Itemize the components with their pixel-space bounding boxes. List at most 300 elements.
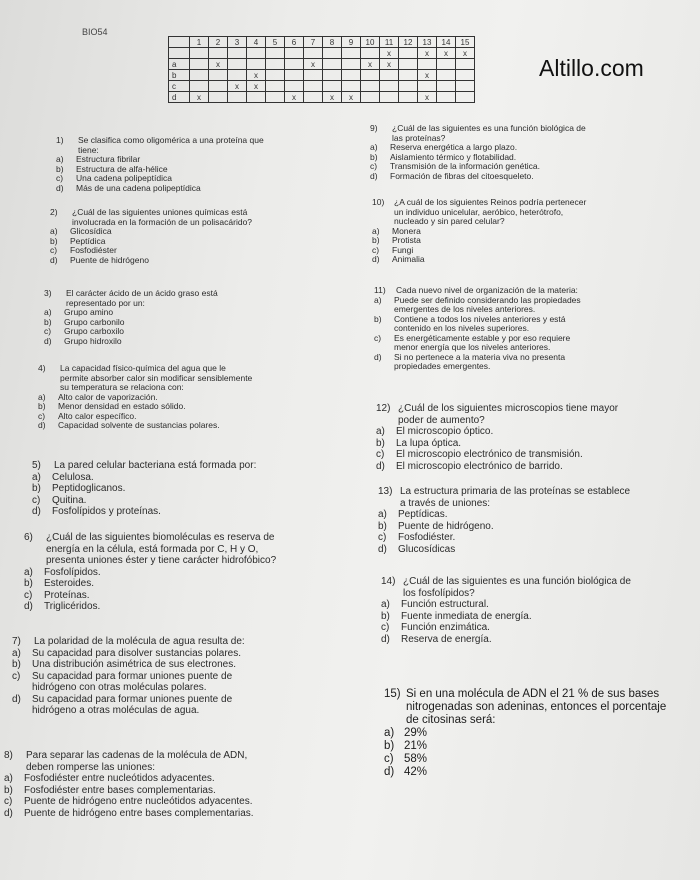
option-text: Capacidad solvente de sustancias polares. bbox=[58, 420, 220, 430]
grid-mark-cell bbox=[323, 70, 342, 81]
grid-mark-cell bbox=[228, 92, 247, 103]
grid-mark-cell bbox=[342, 81, 361, 92]
grid-mark-cell bbox=[418, 59, 437, 70]
question-stem: permite absorber calor sin modificar sensiblemente bbox=[60, 372, 253, 383]
option-letter: a) bbox=[384, 727, 395, 739]
option-text: hidrógeno con otras moléculas polares. bbox=[32, 682, 207, 693]
option-letter: b) bbox=[384, 740, 395, 752]
grid-column-header: 12 bbox=[399, 37, 418, 48]
grid-row-a bbox=[169, 59, 475, 70]
option-text: emergentes de los niveles anteriores. bbox=[394, 304, 536, 314]
question-stem: nitrogenadas son adeninas, entonces el porcentaje bbox=[406, 701, 667, 713]
grid-mark-cell bbox=[361, 48, 380, 59]
answer-option bbox=[378, 509, 630, 521]
question-stem: La polaridad de la molécula de agua resulta de: bbox=[34, 636, 245, 647]
option-text: Celulosa. bbox=[52, 471, 94, 483]
question-stem: tiene: bbox=[78, 144, 99, 155]
grid-row-label: d bbox=[169, 92, 190, 103]
question-stem: ¿Cuál de los siguientes microscopios tiene mayor bbox=[398, 403, 619, 414]
grid-mark-cell bbox=[437, 70, 456, 81]
answer-option bbox=[32, 483, 256, 495]
option-text: Peptídicas. bbox=[398, 509, 448, 520]
option-letter: a) bbox=[372, 225, 380, 236]
grid-column-header: 6 bbox=[285, 37, 304, 48]
answer-option bbox=[381, 634, 631, 646]
grid-mark-cell bbox=[323, 81, 342, 92]
option-text: Es energéticamente estable y por eso requiere bbox=[394, 332, 571, 343]
option-letter: a) bbox=[378, 509, 387, 520]
option-letter: a) bbox=[370, 142, 378, 152]
answer-option bbox=[4, 785, 254, 797]
grid-column-header: 14 bbox=[437, 37, 456, 48]
option-text: Quitina. bbox=[52, 494, 87, 506]
option-letter: d) bbox=[12, 693, 21, 705]
grid-mark-cell bbox=[418, 81, 437, 92]
option-text: Estructura fibrilar bbox=[76, 154, 141, 164]
option-letter: c) bbox=[44, 326, 52, 336]
answer-option bbox=[38, 421, 252, 431]
option-text: Su capacidad para disolver sustancias polares. bbox=[32, 647, 242, 659]
grid-mark-cell: x bbox=[418, 70, 437, 81]
option-text: Más de una cadena polipeptídica bbox=[76, 182, 201, 193]
question-stem: nucleado y sin pared celular? bbox=[394, 216, 505, 226]
question-stem: Cada nuevo nivel de organización de la materia: bbox=[396, 285, 578, 295]
grid-mark-cell bbox=[304, 81, 323, 92]
grid-header-row bbox=[169, 37, 475, 48]
question-number: 14) bbox=[381, 576, 396, 587]
option-letter: b) bbox=[56, 163, 64, 174]
question-7 bbox=[12, 636, 245, 717]
question-stem: energía en la célula, está formada por C, H y O, bbox=[46, 543, 259, 555]
option-text: Contiene a todos los niveles anteriores y está bbox=[394, 313, 566, 324]
grid-row-label: c bbox=[169, 81, 190, 92]
answer-option bbox=[384, 753, 666, 766]
option-text: menor energía que los niveles anteriores. bbox=[394, 342, 551, 352]
option-text: Alto calor de vaporización. bbox=[58, 391, 158, 402]
exam-code: BIO54 bbox=[82, 27, 108, 37]
grid-mark-cell bbox=[285, 59, 304, 70]
answer-option bbox=[12, 694, 245, 706]
option-text: El microscopio óptico. bbox=[396, 426, 494, 437]
grid-mark-cell bbox=[209, 92, 228, 103]
option-text: Peptidoglicanos. bbox=[52, 483, 126, 494]
option-letter: d) bbox=[50, 254, 58, 265]
answer-option bbox=[32, 472, 256, 484]
option-letter: a) bbox=[56, 154, 64, 164]
question-1 bbox=[56, 136, 264, 193]
grid-mark-cell: x bbox=[361, 59, 380, 70]
option-letter: b) bbox=[378, 520, 387, 532]
option-letter: a) bbox=[374, 294, 382, 305]
question-stem: de citosinas será: bbox=[406, 714, 496, 726]
site-watermark: Altillo.com bbox=[539, 55, 644, 81]
option-letter: a) bbox=[32, 471, 41, 483]
grid-mark-cell bbox=[266, 70, 285, 81]
grid-row-d bbox=[169, 92, 475, 103]
answer-option bbox=[24, 590, 276, 602]
option-letter: a) bbox=[38, 391, 46, 402]
grid-column-header: 8 bbox=[323, 37, 342, 48]
question-number: 7) bbox=[12, 636, 21, 647]
grid-mark-cell bbox=[342, 59, 361, 70]
grid-mark-cell bbox=[228, 59, 247, 70]
question-number: 9) bbox=[370, 123, 378, 133]
answer-option bbox=[370, 172, 586, 182]
answer-option bbox=[32, 495, 256, 507]
answer-option bbox=[381, 622, 631, 634]
option-text: Su capacidad para formar uniones puente de bbox=[32, 670, 233, 682]
question-number: 6) bbox=[24, 532, 33, 543]
question-stem: La estructura primaria de las proteínas se establece bbox=[400, 486, 631, 497]
grid-mark-cell: x bbox=[418, 48, 437, 59]
question-number: 2) bbox=[50, 207, 58, 217]
option-letter: b) bbox=[50, 235, 58, 246]
grid-mark-cell bbox=[266, 92, 285, 103]
grid-corner-cell bbox=[169, 37, 190, 48]
question-14 bbox=[381, 576, 631, 645]
answer-option bbox=[4, 808, 254, 820]
question-stem: deben romperse las uniones: bbox=[26, 761, 155, 773]
question-2 bbox=[50, 208, 252, 265]
question-stem: ¿Cuál de las siguientes biomoléculas es reserva de bbox=[46, 532, 275, 543]
question-stem: ¿A cuál de los siguientes Reinos podría pertenecer bbox=[394, 197, 587, 207]
answer-option bbox=[4, 796, 254, 808]
grid-corner-cell bbox=[169, 48, 190, 59]
question-stem: su temperatura se relaciona con: bbox=[60, 382, 184, 392]
grid-mark-cell bbox=[304, 48, 323, 59]
option-letter: d) bbox=[384, 766, 395, 778]
option-letter: b) bbox=[32, 483, 41, 494]
option-text: Reserva de energía. bbox=[401, 633, 492, 645]
option-letter: c) bbox=[376, 449, 385, 460]
answer-option bbox=[12, 648, 245, 660]
answer-option bbox=[376, 461, 618, 473]
grid-mark-cell: x bbox=[247, 81, 266, 92]
question-number: 10) bbox=[372, 197, 385, 207]
question-number: 4) bbox=[38, 363, 46, 373]
option-letter: c) bbox=[370, 161, 378, 171]
grid-mark-cell bbox=[456, 92, 475, 103]
answer-option bbox=[12, 682, 245, 694]
option-text: Puente de hidrógeno entre bases complementarias. bbox=[24, 807, 254, 819]
option-text: Protista bbox=[392, 235, 421, 245]
grid-mark-cell: x bbox=[380, 59, 399, 70]
question-stem: ¿Cuál de las siguientes es una función biológica de bbox=[403, 576, 631, 587]
option-text: Animalia bbox=[392, 254, 425, 264]
option-text: Transmisión de la información genética. bbox=[390, 161, 540, 171]
question-number: 13) bbox=[378, 486, 393, 497]
option-letter: c) bbox=[56, 173, 64, 183]
grid-mark-cell bbox=[285, 48, 304, 59]
option-letter: b) bbox=[372, 235, 380, 245]
grid-mark-cell: x bbox=[342, 92, 361, 103]
option-text: Menor densidad en estado sólido. bbox=[58, 401, 186, 411]
grid-mark-cell bbox=[304, 70, 323, 81]
answer-option bbox=[384, 727, 666, 740]
option-letter: d) bbox=[4, 807, 13, 819]
grid-mark-cell: x bbox=[437, 48, 456, 59]
option-text: 58% bbox=[404, 753, 428, 765]
grid-row-c bbox=[169, 81, 475, 92]
option-letter: a) bbox=[376, 426, 385, 437]
question-number: 1) bbox=[56, 135, 64, 145]
grid-mark-cell bbox=[399, 48, 418, 59]
grid-mark-cell: x bbox=[285, 92, 304, 103]
grid-mark-cell: x bbox=[418, 92, 437, 103]
option-letter: d) bbox=[370, 170, 378, 181]
option-text: La lupa óptica. bbox=[396, 437, 462, 449]
option-letter: d) bbox=[381, 633, 390, 645]
answer-option bbox=[12, 659, 245, 671]
grid-mark-cell bbox=[190, 70, 209, 81]
answer-option bbox=[24, 567, 276, 579]
option-text: Aislamiento térmico y flotabilidad. bbox=[390, 151, 517, 162]
option-text: Puede ser definido considerando las propiedades bbox=[394, 294, 581, 305]
option-letter: c) bbox=[384, 753, 394, 765]
grid-mark-cell bbox=[361, 92, 380, 103]
question-stem: los fosfolípidos? bbox=[403, 587, 475, 599]
answer-grid bbox=[168, 36, 475, 103]
answer-option bbox=[381, 611, 631, 623]
answer-option bbox=[24, 578, 276, 590]
grid-mark-cell bbox=[399, 92, 418, 103]
option-text: Proteínas. bbox=[44, 589, 90, 601]
option-letter: a) bbox=[24, 566, 33, 578]
option-text: contenido en los niveles superiores. bbox=[394, 323, 530, 333]
option-letter: d) bbox=[374, 351, 382, 362]
grid-mark-cell bbox=[228, 70, 247, 81]
grid-row-label: b bbox=[169, 70, 190, 81]
option-text: Fosfolípidos. bbox=[44, 566, 101, 578]
question-stem: a través de uniones: bbox=[400, 497, 491, 509]
grid-mark-cell bbox=[456, 59, 475, 70]
answer-option bbox=[12, 671, 245, 683]
grid-column-header: 1 bbox=[190, 37, 209, 48]
grid-mark-cell bbox=[190, 59, 209, 70]
option-text: Glicosídica bbox=[70, 226, 112, 236]
grid-mark-cell bbox=[342, 48, 361, 59]
question-stem: La capacidad físico-química del agua que le bbox=[60, 363, 226, 373]
option-letter: b) bbox=[44, 316, 52, 327]
option-text: Puente de hidrógeno. bbox=[398, 520, 494, 532]
option-letter: d) bbox=[378, 543, 387, 555]
answer-option bbox=[384, 766, 666, 779]
option-letter: a) bbox=[381, 599, 390, 610]
grid-mark-cell bbox=[380, 92, 399, 103]
grid-mark-cell: x bbox=[228, 81, 247, 92]
grid-column-header: 4 bbox=[247, 37, 266, 48]
grid-column-header: 7 bbox=[304, 37, 323, 48]
option-letter: a) bbox=[12, 647, 21, 659]
grid-mark-cell bbox=[285, 70, 304, 81]
option-text: Fosfodiéster bbox=[70, 245, 117, 255]
option-letter: b) bbox=[381, 610, 390, 622]
answer-option bbox=[24, 601, 276, 613]
option-text: Triglicéridos. bbox=[44, 601, 101, 612]
answer-option bbox=[32, 506, 256, 518]
grid-column-header: 11 bbox=[380, 37, 399, 48]
grid-mark-cell bbox=[361, 70, 380, 81]
question-8 bbox=[4, 750, 254, 819]
option-text: Fosfodiéster. bbox=[398, 532, 456, 543]
option-letter: c) bbox=[372, 244, 380, 255]
answer-option bbox=[378, 532, 630, 544]
question-12 bbox=[376, 403, 618, 472]
option-text: Una distribución asimétrica de sus electrones. bbox=[32, 659, 236, 670]
grid-mark-cell bbox=[266, 59, 285, 70]
option-text: Grupo hidroxilo bbox=[64, 335, 122, 346]
grid-mark-cell bbox=[304, 92, 323, 103]
option-text: Fuente inmediata de energía. bbox=[401, 610, 532, 622]
answer-option bbox=[372, 255, 586, 265]
grid-top-mark-row bbox=[169, 48, 475, 59]
grid-mark-cell bbox=[247, 59, 266, 70]
grid-mark-cell bbox=[228, 48, 247, 59]
question-number: 15) bbox=[384, 688, 401, 700]
grid-column-header: 3 bbox=[228, 37, 247, 48]
option-letter: b) bbox=[4, 784, 13, 796]
option-text: Su capacidad para formar uniones puente de bbox=[32, 693, 233, 705]
grid-column-header: 2 bbox=[209, 37, 228, 48]
option-letter: b) bbox=[38, 401, 46, 411]
option-letter: b) bbox=[12, 659, 21, 670]
answer-option bbox=[378, 521, 630, 533]
question-stem: ¿Cuál de las siguientes uniones químicas está bbox=[72, 207, 248, 217]
answer-option bbox=[44, 337, 218, 347]
grid-mark-cell: x bbox=[323, 92, 342, 103]
option-text: Esteroides. bbox=[44, 578, 95, 589]
question-stem: representado por un: bbox=[66, 297, 145, 308]
option-text: El microscopio electrónico de barrido. bbox=[396, 460, 563, 472]
question-13 bbox=[378, 486, 630, 555]
option-letter: d) bbox=[44, 335, 52, 346]
grid-mark-cell bbox=[399, 70, 418, 81]
option-letter: d) bbox=[376, 460, 385, 472]
question-3 bbox=[44, 289, 218, 346]
grid-column-header: 15 bbox=[456, 37, 475, 48]
grid-mark-cell bbox=[399, 81, 418, 92]
grid-mark-cell bbox=[209, 70, 228, 81]
question-10 bbox=[372, 198, 586, 265]
question-number: 5) bbox=[32, 460, 41, 471]
option-text: El microscopio electrónico de transmisión. bbox=[396, 449, 583, 460]
option-text: Monera bbox=[392, 225, 421, 236]
option-letter: c) bbox=[381, 622, 390, 633]
option-text: Glucosídicas bbox=[398, 543, 456, 555]
option-letter: a) bbox=[44, 307, 52, 317]
option-text: Grupo carbonilo bbox=[64, 316, 125, 327]
grid-mark-cell bbox=[437, 81, 456, 92]
grid-mark-cell bbox=[247, 92, 266, 103]
answer-option bbox=[12, 705, 245, 717]
grid-mark-cell bbox=[437, 59, 456, 70]
answer-option bbox=[50, 256, 252, 266]
grid-mark-cell bbox=[456, 70, 475, 81]
option-letter: b) bbox=[24, 578, 33, 589]
question-stem: Si en una molécula de ADN el 21 % de sus bases bbox=[406, 688, 660, 700]
question-number: 11) bbox=[374, 285, 386, 295]
option-letter: d) bbox=[24, 601, 33, 612]
option-text: Fosfodiéster entre nucleótidos adyacentes. bbox=[24, 773, 215, 784]
question-9 bbox=[370, 124, 586, 181]
question-stem: las proteínas? bbox=[392, 132, 446, 143]
option-letter: d) bbox=[56, 182, 64, 193]
grid-mark-cell: x bbox=[380, 48, 399, 59]
option-text: Función estructural. bbox=[401, 599, 489, 610]
option-text: Reserva energética a largo plazo. bbox=[390, 142, 518, 152]
grid-mark-cell bbox=[247, 48, 266, 59]
option-text: Formación de fibras del citoesqueleto. bbox=[390, 170, 534, 181]
option-text: Grupo carboxilo bbox=[64, 326, 125, 336]
question-stem: Se clasifica como oligomérica a una proteína que bbox=[78, 135, 264, 145]
answer-option bbox=[374, 362, 581, 372]
option-text: 29% bbox=[404, 727, 428, 739]
option-letter: b) bbox=[370, 151, 378, 162]
option-text: propiedades emergentes. bbox=[394, 361, 491, 371]
option-letter: c) bbox=[24, 589, 33, 601]
option-letter: c) bbox=[4, 796, 13, 807]
option-text: Fungi bbox=[392, 244, 414, 255]
question-stem: Para separar las cadenas de la molécula de ADN, bbox=[26, 750, 248, 761]
option-letter: c) bbox=[374, 332, 382, 343]
option-text: 21% bbox=[404, 740, 428, 752]
option-letter: c) bbox=[12, 670, 21, 682]
option-letter: a) bbox=[50, 226, 58, 236]
grid-column-header: 9 bbox=[342, 37, 361, 48]
option-text: Alto calor específico. bbox=[58, 410, 137, 421]
question-stem: presenta uniones éster y tiene carácter hidrofóbico? bbox=[46, 555, 277, 566]
grid-mark-cell bbox=[399, 59, 418, 70]
question-15 bbox=[384, 688, 666, 779]
grid-mark-cell bbox=[437, 92, 456, 103]
question-stem: un individuo unicelular, aeróbico, heterótrofo, bbox=[394, 206, 564, 217]
option-letter: c) bbox=[50, 245, 58, 255]
grid-mark-cell bbox=[323, 48, 342, 59]
question-11 bbox=[374, 286, 581, 372]
question-number: 12) bbox=[376, 403, 391, 414]
option-text: Peptídica bbox=[70, 235, 106, 246]
option-letter: d) bbox=[32, 506, 41, 517]
grid-mark-cell: x bbox=[247, 70, 266, 81]
grid-row-b bbox=[169, 70, 475, 81]
question-number: 3) bbox=[44, 288, 52, 298]
grid-mark-cell bbox=[266, 48, 285, 59]
question-stem: ¿Cuál de las siguientes es una función biológica de bbox=[392, 123, 586, 133]
question-number: 8) bbox=[4, 750, 13, 761]
grid-mark-cell bbox=[190, 48, 209, 59]
grid-mark-cell bbox=[456, 81, 475, 92]
option-letter: c) bbox=[378, 532, 387, 543]
answer-option bbox=[56, 184, 264, 194]
question-stem: poder de aumento? bbox=[398, 414, 485, 426]
grid-mark-cell bbox=[380, 81, 399, 92]
option-text: Si no pertenece a la materia viva no presenta bbox=[394, 351, 566, 362]
grid-mark-cell: x bbox=[209, 59, 228, 70]
option-letter: a) bbox=[4, 773, 13, 784]
grid-row-label: a bbox=[169, 59, 190, 70]
grid-mark-cell bbox=[285, 81, 304, 92]
option-text: 42% bbox=[404, 766, 428, 778]
question-stem: involucrada en la formación de un polisacárido? bbox=[72, 216, 253, 227]
grid-mark-cell: x bbox=[456, 48, 475, 59]
question-stem: La pared celular bacteriana está formada por: bbox=[54, 460, 257, 471]
option-letter: d) bbox=[38, 420, 46, 430]
option-letter: c) bbox=[32, 494, 41, 506]
grid-mark-cell bbox=[342, 70, 361, 81]
question-6 bbox=[24, 532, 276, 613]
grid-mark-cell: x bbox=[304, 59, 323, 70]
answer-option bbox=[376, 449, 618, 461]
